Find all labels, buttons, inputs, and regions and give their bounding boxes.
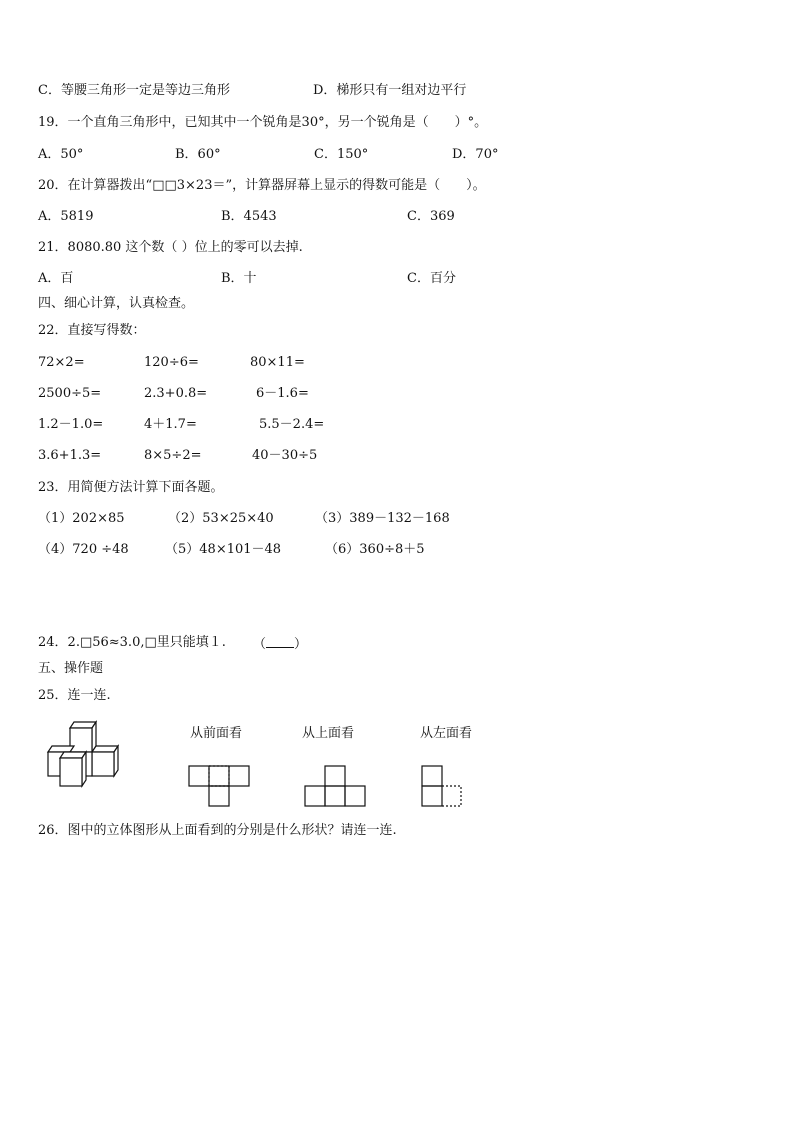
q20-option-b: B．4543 [221, 209, 277, 224]
q22-item: 2.3+0.8= [144, 386, 208, 401]
cube-solid-figure [40, 718, 140, 790]
q22-item: 3.6+1.3= [38, 448, 102, 463]
q22-item: 4＋1.7= [144, 417, 197, 432]
q22-item: 6－1.6= [256, 386, 309, 401]
q23-item: （4）720 ÷48 [38, 542, 129, 557]
q22-item: 80×11= [250, 355, 305, 370]
q20-stem: 20．在计算器拨出“□□3×23＝”，计算器屏幕上显示的得数可能是（ ）。 [38, 178, 486, 193]
q19-option-a: A．50° [38, 147, 84, 162]
q20-option-a: A．5819 [38, 209, 94, 224]
q18-option-c: C．等腰三角形一定是等边三角形 [38, 83, 230, 98]
q23-item: （6）360÷8＋5 [325, 542, 425, 557]
view-label-top: 从上面看 [302, 726, 355, 741]
q24-answer-blank[interactable] [253, 635, 307, 653]
left-view-shape[interactable] [421, 764, 469, 810]
q23-item: （2）53×25×40 [168, 511, 274, 526]
q22-stem: 22．直接写得数： [38, 323, 146, 338]
q22-item: 2500÷5= [38, 386, 102, 401]
q20-option-c: C．369 [407, 209, 455, 224]
q22-item: 5.5－2.4= [259, 417, 325, 432]
view-label-left: 从左面看 [420, 726, 473, 741]
q22-item: 8×5÷2= [144, 448, 202, 463]
q24-blank-open: （ [253, 637, 267, 652]
q24-blank-close: ） [294, 637, 308, 652]
q21-stem: 21．8080.80 这个数（ ）位上的零可以去掉. [38, 240, 303, 255]
q23-stem: 23．用简便方法计算下面各题。 [38, 480, 224, 495]
q19-option-d: D．70° [452, 147, 499, 162]
q19-stem: 19．一个直角三角形中，已知其中一个锐角是30°，另一个锐角是（ ）°。 [38, 115, 488, 130]
q23-item: （5）48×101－48 [165, 542, 282, 557]
q26-stem: 26．图中的立体图形从上面看到的分别是什么形状？请连一连. [38, 823, 397, 838]
q22-item: 1.2－1.0= [38, 417, 104, 432]
section-4-title: 四、细心计算，认真检查。 [38, 296, 195, 311]
q19-option-b: B．60° [175, 147, 221, 162]
view-label-front: 从前面看 [190, 726, 243, 741]
q22-item: 72×2= [38, 355, 85, 370]
section-5-title: 五、操作题 [38, 661, 104, 676]
q24-stem: 24．2.□56≈3.0,□里只能填１. [38, 635, 226, 650]
top-view-shape[interactable] [304, 763, 368, 809]
q23-item: （1）202×85 [38, 511, 125, 526]
q21-option-c: C．百分 [407, 271, 456, 286]
q22-item: 120÷6= [144, 355, 199, 370]
q21-option-b: B．十 [221, 271, 257, 286]
q25-stem: 25．连一连. [38, 688, 111, 703]
q22-item: 40－30÷5 [252, 448, 318, 463]
q23-item: （3）389－132－168 [315, 511, 450, 526]
q19-option-c: C．150° [314, 147, 369, 162]
front-view-shape[interactable] [188, 762, 252, 808]
q24-blank-line [266, 635, 294, 648]
q21-option-a: A．百 [38, 271, 74, 286]
q18-option-d: D．梯形只有一组对边平行 [313, 83, 467, 98]
